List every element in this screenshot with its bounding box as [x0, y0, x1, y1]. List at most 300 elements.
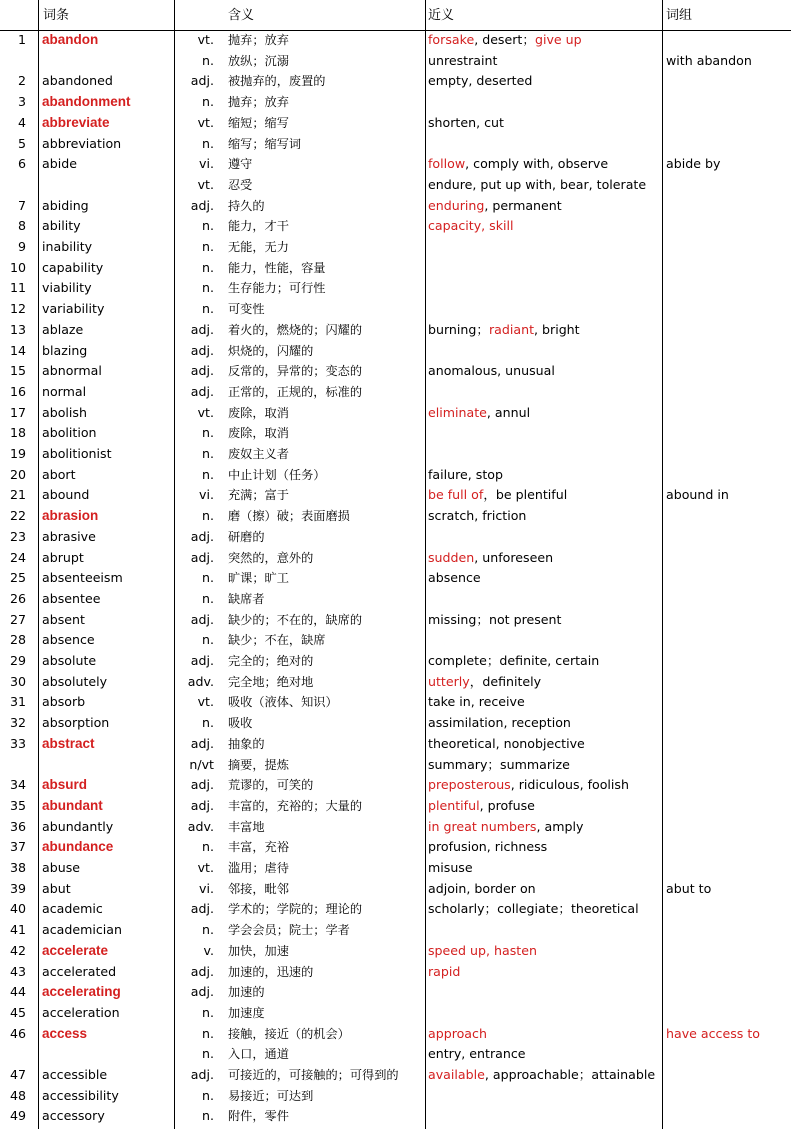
synonyms [428, 320, 580, 341]
synonym-segment: adjoin, border on [428, 880, 536, 896]
synonyms [428, 734, 585, 755]
entry-number: 16 [9, 383, 26, 399]
entry-number: 33 [9, 735, 26, 751]
synonyms [428, 692, 525, 713]
meaning-text: 反常的，异常的；变态的 [228, 364, 363, 379]
table-row [0, 982, 791, 1003]
entry-word: abut [42, 880, 71, 896]
entry-word: abundant [42, 797, 103, 813]
table-row [0, 382, 791, 403]
entry-number: 11 [9, 280, 26, 296]
synonym-segment: unrestraint [428, 52, 498, 68]
table-row [0, 278, 791, 299]
meaning-text: 废除，取消 [228, 405, 289, 420]
entry-number: 18 [9, 425, 26, 441]
meaning-text: 生存能力；可行性 [228, 281, 326, 296]
meaning-text: 磨（擦）破；表面磨损 [228, 509, 350, 524]
synonym-segment: in great numbers [428, 818, 537, 834]
entry-word: ablaze [42, 321, 84, 337]
synonyms [428, 879, 536, 900]
synonym-segment: rapid [428, 963, 461, 979]
part-of-speech: n. [202, 922, 214, 938]
synonym-segment: , comply with, observe [465, 156, 609, 172]
synonym-segment: sudden [428, 549, 475, 565]
synonym-segment: preposterous [428, 777, 511, 793]
synonyms [428, 403, 530, 424]
synonyms [428, 216, 514, 237]
synonym-segment: , approachable；attainable [484, 1067, 656, 1082]
synonyms [428, 548, 553, 569]
part-of-speech: adj. [190, 363, 214, 379]
part-of-speech: adj. [190, 963, 214, 979]
part-of-speech: adj. [190, 901, 214, 917]
table-row [0, 320, 791, 341]
table-row [0, 258, 791, 279]
synonyms [428, 858, 473, 879]
entry-number: 13 [9, 321, 26, 337]
part-of-speech: adj. [190, 549, 214, 565]
table-row [0, 920, 791, 941]
meaning-text: 完全的；绝对的 [228, 654, 314, 668]
table-row [0, 527, 791, 548]
entry-word: capability [42, 259, 104, 275]
meaning-text: 能力，才干 [228, 219, 289, 234]
entry-word: abolition [42, 425, 97, 441]
entry-word: abolish [42, 404, 87, 420]
part-of-speech: vt. [197, 32, 214, 47]
table-row [0, 879, 791, 900]
synonym-segment: burning； [428, 321, 489, 337]
entry-number: 29 [9, 653, 26, 668]
meaning-text: 可变性 [228, 302, 265, 317]
synonym-segment: , permanent [484, 197, 562, 213]
entry-number: 48 [9, 1087, 26, 1103]
synonyms [428, 30, 582, 51]
entry-number: 3 [17, 94, 26, 110]
entry-word: abstract [42, 735, 95, 751]
table-row [0, 610, 791, 631]
meaning-text: 抛弃；放弃 [228, 95, 289, 110]
synonyms [428, 755, 570, 776]
part-of-speech: vi. [199, 156, 214, 172]
meaning-text: 抽象的 [228, 736, 265, 751]
meaning-text: 缺少的；不在的，缺席的 [228, 612, 363, 627]
entry-number: 6 [17, 156, 26, 172]
synonyms [428, 899, 639, 920]
entry-word: abort [42, 466, 76, 482]
synonyms [428, 796, 535, 817]
meaning-text: 摘要，提炼 [228, 757, 289, 772]
meaning-text: 荒谬的，可笑的 [228, 778, 314, 793]
part-of-speech: n. [202, 52, 214, 68]
synonym-segment: , annul [486, 404, 531, 420]
synonym-segment: approach [428, 1025, 487, 1041]
part-of-speech: n. [202, 446, 214, 461]
entry-number: 27 [9, 611, 26, 627]
synonyms [428, 651, 599, 672]
meaning-text: 突然的，意外的 [228, 550, 314, 565]
entry-number: 34 [9, 777, 26, 793]
entry-word: abundantly [42, 818, 114, 834]
table-row [0, 1003, 791, 1024]
entry-word: ability [42, 218, 81, 234]
entry-number: 28 [9, 632, 26, 648]
table-row [0, 817, 791, 838]
synonyms [428, 837, 547, 858]
entry-word: absurd [42, 777, 88, 793]
synonym-segment: scholarly；collegiate；theoretical [428, 901, 639, 917]
synonym-segment: scratch, friction [428, 508, 527, 524]
part-of-speech: vt. [197, 114, 214, 130]
table-row [0, 134, 791, 155]
entry-word: abrasive [42, 528, 96, 544]
meaning-text: 邻接，毗邻 [228, 881, 289, 896]
entry-number: 41 [9, 922, 26, 938]
table-row [0, 92, 791, 113]
meaning-text: 缺席者 [228, 591, 265, 606]
entry-number: 45 [9, 1004, 26, 1020]
phrase-text: abide by [666, 156, 721, 172]
part-of-speech: adj. [190, 383, 214, 399]
part-of-speech: n. [202, 1108, 214, 1124]
table-row [0, 796, 791, 817]
synonyms [428, 51, 497, 72]
entry-word: absent [42, 611, 85, 627]
synonym-segment: , profuse [479, 797, 535, 813]
entry-word: abandonment [42, 94, 131, 110]
entry-word: absorb [42, 694, 86, 710]
entry-number: 49 [9, 1108, 26, 1124]
entry-number: 32 [9, 715, 26, 731]
meaning-text: 完全地；绝对地 [228, 674, 314, 689]
entry-number: 15 [9, 363, 26, 379]
synonyms [428, 568, 481, 589]
phrase-text: abut to [666, 880, 712, 896]
synonyms [428, 71, 532, 92]
entry-word: accessibility [42, 1087, 119, 1103]
meaning-text: 中止计划（任务） [228, 467, 326, 482]
table-row [0, 485, 791, 506]
meaning-text: 充满；富于 [228, 488, 289, 503]
table-row [0, 237, 791, 258]
synonym-segment: available [428, 1067, 485, 1082]
meaning-text: 旷课；旷工 [228, 571, 289, 586]
synonyms [428, 775, 629, 796]
synonym-segment: , unforeseen [474, 549, 554, 565]
entry-word: acceleration [42, 1004, 120, 1020]
synonym-segment: theoretical, nonobjective [428, 735, 585, 751]
part-of-speech: n. [202, 280, 214, 296]
meaning-text: 接触，接近（的机会） [228, 1026, 350, 1041]
synonym-segment: empty, deserted [428, 73, 533, 89]
entry-word: absolute [42, 653, 97, 668]
entry-number: 40 [9, 901, 26, 917]
meaning-text: 加速的 [228, 985, 265, 1000]
part-of-speech: n. [202, 135, 214, 151]
table-row [0, 630, 791, 651]
entry-number: 42 [9, 942, 26, 958]
entry-word: absenteeism [42, 570, 123, 586]
synonyms [428, 485, 567, 506]
part-of-speech: n. [202, 632, 214, 648]
part-of-speech: adv. [187, 818, 214, 834]
meaning-text: 缩短；缩写 [228, 115, 289, 130]
table-row [0, 299, 791, 320]
synonym-segment: profusion, richness [428, 839, 548, 855]
synonyms [428, 465, 503, 486]
meaning-text: 废除，取消 [228, 426, 289, 441]
entry-word: abbreviate [42, 114, 110, 130]
part-of-speech: n. [202, 218, 214, 234]
synonym-segment: absence [428, 570, 481, 586]
meaning-text: 缺少；不在，缺席 [228, 633, 326, 648]
entry-word: abiding [42, 197, 89, 213]
meaning-text: 加速度 [228, 1005, 265, 1020]
meaning-text: 放纵；沉溺 [228, 53, 289, 68]
part-of-speech: n. [202, 94, 214, 110]
meaning-text: 附件，零件 [228, 1109, 289, 1124]
table-row [0, 568, 791, 589]
synonym-segment: forsake [428, 32, 475, 47]
meaning-text: 学术的；学院的；理论的 [228, 902, 363, 917]
meaning-text: 缩写；缩写词 [228, 136, 302, 151]
header-synonym: 近义 [428, 8, 455, 23]
entry-number: 38 [9, 860, 26, 875]
entry-word: accelerating [42, 984, 121, 1000]
entry-number: 12 [9, 301, 26, 317]
meaning-text: 能力，性能，容量 [228, 260, 326, 275]
synonym-segment: give up [534, 32, 582, 47]
part-of-speech: adj. [190, 984, 214, 1000]
part-of-speech: adj. [190, 777, 214, 793]
entry-word: abrupt [42, 549, 84, 565]
entry-number: 26 [9, 590, 26, 606]
entry-number: 10 [9, 259, 26, 275]
entry-word: access [42, 1025, 88, 1041]
entry-word: abuse [42, 860, 81, 875]
meaning-text: 吸收 [228, 716, 253, 731]
part-of-speech: vt. [197, 860, 214, 875]
meaning-text: 持久的 [228, 198, 265, 213]
entry-word: abandon [42, 32, 99, 47]
entry-word: abound [42, 487, 90, 503]
table-row [0, 755, 791, 776]
part-of-speech: v. [203, 942, 214, 958]
part-of-speech: adj. [190, 653, 214, 668]
part-of-speech: adj. [190, 1067, 214, 1082]
synonyms [428, 113, 504, 134]
part-of-speech: n. [202, 259, 214, 275]
table-row [0, 361, 791, 382]
part-of-speech: n. [202, 590, 214, 606]
header-word: 词条 [43, 8, 70, 23]
entry-word: blazing [42, 342, 88, 358]
header-phrase: 词组 [666, 8, 693, 23]
entry-word: academician [42, 922, 122, 938]
synonyms [428, 1065, 655, 1086]
part-of-speech: adj. [190, 321, 214, 337]
synonym-segment: take in, receive [428, 694, 525, 710]
synonyms [428, 154, 608, 175]
part-of-speech: adj. [190, 73, 214, 89]
meaning-text: 加速的，迅速的 [228, 964, 314, 979]
entry-word: abundance [42, 839, 114, 855]
entry-word: abandoned [42, 73, 113, 89]
part-of-speech: n. [202, 466, 214, 482]
synonyms [428, 506, 526, 527]
synonym-segment: capacity, skill [428, 218, 514, 234]
synonym-segment: eliminate [428, 404, 487, 420]
synonyms [428, 713, 571, 734]
synonym-segment: anomalous, unusual [428, 363, 555, 379]
table-row [0, 51, 791, 72]
meaning-text: 加快，加速 [228, 943, 289, 958]
part-of-speech: vt. [197, 404, 214, 420]
meaning-text: 易接近；可达到 [228, 1088, 314, 1103]
synonyms [428, 175, 646, 196]
synonyms [428, 196, 562, 217]
header-meaning: 含义 [228, 8, 255, 23]
table-row [0, 589, 791, 610]
synonyms [428, 962, 460, 983]
part-of-speech: n. [202, 239, 214, 254]
entry-number: 43 [9, 963, 26, 979]
meaning-text: 着火的，燃烧的；闪耀的 [228, 322, 363, 337]
meaning-text: 研磨的 [228, 529, 265, 544]
synonym-segment: summary；summarize [428, 756, 570, 772]
entry-number: 31 [9, 694, 26, 710]
entry-number: 47 [9, 1067, 26, 1082]
synonym-segment: , bright [534, 321, 580, 337]
entry-number: 21 [9, 487, 26, 503]
part-of-speech: n. [202, 301, 214, 317]
table-row [0, 403, 791, 424]
entry-number: 1 [17, 32, 26, 47]
part-of-speech: vt. [197, 176, 214, 192]
meaning-text: 炽烧的，闪耀的 [228, 343, 314, 358]
part-of-speech: adj. [190, 611, 214, 627]
table-row [0, 858, 791, 879]
synonyms [428, 817, 583, 838]
entry-word: normal [42, 383, 87, 399]
synonym-segment: , ridiculous, foolish [510, 777, 629, 793]
part-of-speech: n. [202, 1087, 214, 1103]
table-row [0, 692, 791, 713]
synonyms [428, 361, 555, 382]
entry-word: academic [42, 901, 103, 917]
part-of-speech: n. [202, 508, 214, 524]
synonyms [428, 610, 561, 631]
entry-number: 4 [17, 114, 26, 130]
entry-word: viability [42, 280, 92, 296]
synonym-segment: ，definitely [469, 673, 542, 689]
table-row [0, 1065, 791, 1086]
entry-word: absence [42, 632, 95, 648]
meaning-text: 被抛弃的，废置的 [228, 74, 326, 89]
entry-number: 25 [9, 570, 26, 586]
table-row [0, 1106, 791, 1127]
meaning-text: 丰富地 [228, 819, 265, 834]
part-of-speech: vi. [199, 487, 214, 503]
meaning-text: 抛弃；放弃 [228, 33, 289, 47]
entry-word: abide [42, 156, 77, 172]
table-row [0, 651, 791, 672]
entry-number: 36 [9, 818, 26, 834]
synonyms [428, 941, 537, 962]
table-row [0, 175, 791, 196]
meaning-text: 忍受 [228, 177, 253, 192]
entry-number: 17 [9, 404, 26, 420]
entry-number: 46 [9, 1025, 26, 1041]
table-row [0, 837, 791, 858]
table-row [0, 1044, 791, 1065]
synonym-segment: speed up, hasten [428, 942, 537, 958]
meaning-text: 无能，无力 [228, 240, 289, 254]
synonym-segment: failure, stop [428, 466, 503, 482]
entry-number: 20 [9, 466, 26, 482]
table-row [0, 672, 791, 693]
meaning-text: 可接近的，可接触的；可得到的 [228, 1068, 399, 1082]
meaning-text: 丰富的，充裕的；大量的 [228, 798, 363, 813]
part-of-speech: n. [202, 425, 214, 441]
part-of-speech: adj. [190, 735, 214, 751]
entry-word: abnormal [42, 363, 102, 379]
part-of-speech: adj. [190, 528, 214, 544]
part-of-speech: n. [202, 1004, 214, 1020]
meaning-text: 吸收（液体、知识） [228, 695, 338, 710]
part-of-speech: n. [202, 715, 214, 731]
table-row [0, 506, 791, 527]
part-of-speech: adj. [190, 797, 214, 813]
table-row [0, 775, 791, 796]
entry-number: 14 [9, 342, 26, 358]
part-of-speech: vt. [197, 694, 214, 710]
table-row [0, 734, 791, 755]
entry-word: accelerated [42, 963, 117, 979]
part-of-speech: n. [202, 1025, 214, 1041]
synonym-segment: entry, entrance [428, 1046, 526, 1062]
synonym-segment: complete；definite, certain [428, 653, 600, 668]
table-row [0, 899, 791, 920]
phrase-text: have access to [666, 1025, 760, 1041]
meaning-text: 滥用；虐待 [228, 861, 289, 875]
synonym-segment: endure, put up with, bear, tolerate [428, 176, 647, 192]
meaning-text: 丰富，充裕 [228, 840, 289, 855]
part-of-speech: n. [202, 570, 214, 586]
synonym-segment: ，be plentiful [483, 487, 568, 503]
table-row [0, 713, 791, 734]
table-row [0, 216, 791, 237]
part-of-speech: adv. [187, 673, 214, 689]
synonym-segment: utterly [428, 673, 470, 689]
phrase-text: with abandon [666, 52, 752, 68]
table-row [0, 1086, 791, 1107]
entry-word: absolutely [42, 673, 108, 689]
part-of-speech: n. [202, 1046, 214, 1062]
synonym-segment: enduring [428, 197, 485, 213]
table-row [0, 1024, 791, 1045]
entry-word: abrasion [42, 508, 99, 524]
entry-word: abolitionist [42, 446, 112, 461]
entry-number: 39 [9, 880, 26, 896]
part-of-speech: n. [202, 839, 214, 855]
synonym-segment: missing；not present [428, 611, 562, 627]
synonyms [428, 672, 541, 693]
meaning-text: 废奴主义者 [228, 447, 289, 461]
table-row [0, 423, 791, 444]
table-row [0, 444, 791, 465]
meaning-text: 学会会员；院士；学者 [228, 923, 350, 938]
